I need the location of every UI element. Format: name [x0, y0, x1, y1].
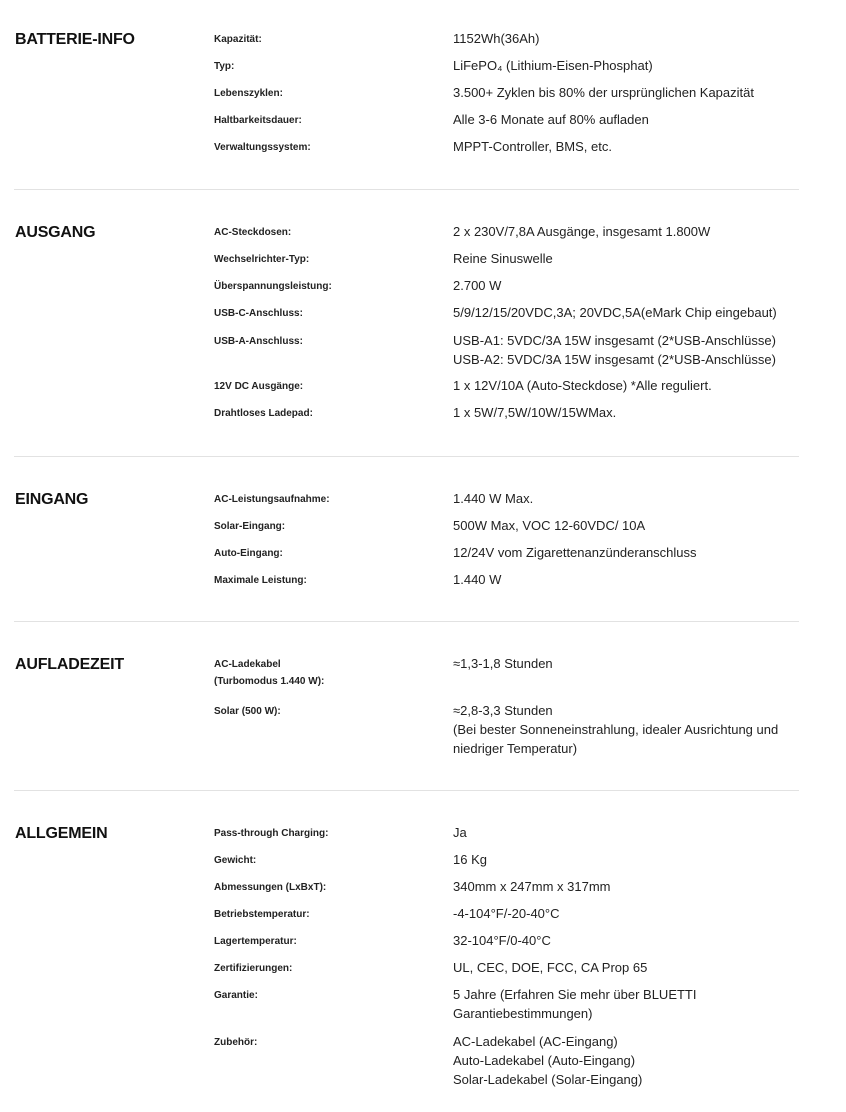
spec-value: 340mm x 247mm x 317mm	[453, 879, 611, 894]
spec-label: Verwaltungssystem:	[214, 142, 311, 153]
spec-label: AC-Steckdosen:	[214, 227, 292, 238]
spec-value: 32-104°F/0-40°C	[453, 933, 551, 948]
spec-value: Reine Sinuswelle	[453, 251, 553, 266]
spec-label: Wechselrichter-Typ:	[214, 254, 310, 265]
section-divider	[14, 456, 799, 457]
spec-value: niedriger Temperatur)	[453, 741, 578, 756]
spec-label: USB-A-Anschluss:	[214, 336, 303, 347]
spec-label: Abmessungen (LxBxT):	[214, 882, 327, 893]
spec-value: 5 Jahre (Erfahren Sie mehr über BLUETTI	[453, 987, 697, 1002]
section-title: AUFLADEZEIT	[15, 656, 124, 673]
section-divider	[14, 621, 799, 622]
spec-label: Typ:	[214, 61, 235, 72]
spec-value: 1 x 12V/10A (Auto-Steckdose) *Alle reguliert.	[453, 378, 712, 393]
spec-value: 2.700 W	[453, 278, 502, 293]
spec-value: USB-A1: 5VDC/3A 15W insgesamt (2*USB-Anschlüsse)	[453, 333, 776, 348]
section-divider	[14, 790, 799, 791]
spec-label: Solar-Eingang:	[214, 521, 286, 532]
spec-label: Solar (500 W):	[214, 706, 281, 717]
spec-value: 1.440 W	[453, 572, 502, 587]
spec-value: MPPT-Controller, BMS, etc.	[453, 139, 612, 154]
spec-value: ≈2,8-3,3 Stunden	[453, 703, 553, 718]
spec-label: 12V DC Ausgänge:	[214, 381, 304, 392]
spec-value: ≈1,3-1,8 Stunden	[453, 656, 553, 671]
spec-value: 12/24V vom Zigarettenanzünderanschluss	[453, 545, 697, 560]
spec-label: Gewicht:	[214, 855, 257, 866]
spec-value: Auto-Ladekabel (Auto-Eingang)	[453, 1053, 636, 1068]
spec-value: 1152Wh(36Ah)	[453, 31, 540, 46]
spec-label: Zertifizierungen:	[214, 963, 293, 974]
spec-value: (Bei bester Sonneneinstrahlung, idealer Ausrichtung und	[453, 722, 779, 737]
spec-label: Zubehör:	[214, 1037, 258, 1048]
spec-value: Solar-Ladekabel (Solar-Eingang)	[453, 1072, 643, 1087]
section-title: EINGANG	[15, 491, 89, 508]
spec-value: 5/9/12/15/20VDC,3A; 20VDC,5A(eMark Chip eingebaut)	[453, 305, 777, 320]
spec-value: USB-A2: 5VDC/3A 15W insgesamt (2*USB-Anschlüsse)	[453, 352, 776, 367]
section-title: AUSGANG	[15, 224, 96, 241]
spec-value: -4-104°F/-20-40°C	[453, 906, 560, 921]
spec-value: 2 x 230V/7,8A Ausgänge, insgesamt 1.800W	[453, 224, 711, 239]
section-divider	[14, 189, 799, 190]
spec-value: AC-Ladekabel (AC-Eingang)	[453, 1034, 618, 1049]
spec-value: Ja	[453, 825, 467, 840]
spec-value: 1.440 W Max.	[453, 491, 534, 506]
spec-label: Maximale Leistung:	[214, 575, 307, 586]
spec-value: UL, CEC, DOE, FCC, CA Prop 65	[453, 960, 648, 975]
spec-label: Überspannungsleistung:	[214, 281, 332, 292]
section-title: ALLGEMEIN	[15, 825, 108, 842]
spec-label: Lebenszyklen:	[214, 88, 283, 99]
spec-value: 1 x 5W/7,5W/10W/15WMax.	[453, 405, 617, 420]
spec-value: LiFePO₄ (Lithium-Eisen-Phosphat)	[453, 58, 653, 73]
spec-label: Lagertemperatur:	[214, 936, 297, 947]
spec-label: Betriebstemperatur:	[214, 909, 310, 920]
spec-value: Garantiebestimmungen)	[453, 1006, 593, 1021]
spec-label: Garantie:	[214, 990, 258, 1001]
spec-label: AC-Leistungsaufnahme:	[214, 494, 330, 505]
spec-label: USB-C-Anschluss:	[214, 308, 303, 319]
spec-label: Auto-Eingang:	[214, 548, 283, 559]
spec-label: AC-Ladekabel (Turbomodus 1.440 W):	[214, 659, 325, 687]
spec-label: Kapazität:	[214, 34, 262, 45]
spec-value: Alle 3-6 Monate auf 80% aufladen	[453, 112, 649, 127]
spec-value: 3.500+ Zyklen bis 80% der ursprünglichen Kapazität	[453, 85, 754, 100]
spec-label: Pass-through Charging:	[214, 828, 329, 839]
spec-value: 500W Max, VOC 12-60VDC/ 10A	[453, 518, 646, 533]
spec-value: 16 Kg	[453, 852, 487, 867]
section-title: BATTERIE-INFO	[15, 31, 135, 48]
spec-label: Drahtloses Ladepad:	[214, 408, 313, 419]
spec-label: Haltbarkeitsdauer:	[214, 115, 302, 126]
